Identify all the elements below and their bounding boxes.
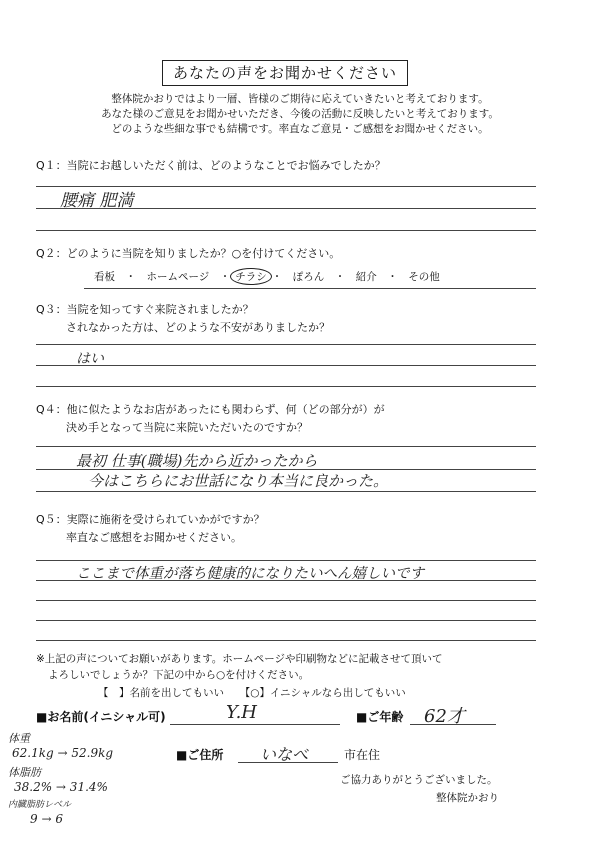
q2-option-selected: チラシ bbox=[230, 268, 272, 285]
q5-rule-1 bbox=[36, 560, 536, 561]
q4-rule-2 bbox=[36, 469, 536, 470]
visceral-value: 9 → 6 bbox=[30, 812, 63, 826]
q2-options: 看板 ・ ホームページ ・ チラシ ・ ぽろん ・ 紹介 ・ その他 bbox=[94, 268, 440, 285]
q4-rule-3 bbox=[36, 491, 536, 492]
q5-rule-5 bbox=[36, 640, 536, 641]
q2-rule bbox=[84, 288, 536, 289]
visceral-label: 内臓脂肪レベル bbox=[8, 800, 72, 810]
q1-question: Q１：当院にお越しいただく前は、どのようなことでお悩みでしたか？ bbox=[36, 159, 386, 172]
q1-answer: 腰痛 肥満 bbox=[60, 191, 134, 211]
permission-options bbox=[98, 686, 406, 701]
q3-question-1: Q３：当院を知ってすぐ来院されましたか？ bbox=[36, 303, 254, 316]
address-rule bbox=[238, 762, 338, 763]
name-value: Y.H bbox=[226, 702, 257, 723]
weight-label: 体重 bbox=[8, 732, 30, 745]
q3-rule-1 bbox=[36, 344, 536, 345]
option-full-name-label: 名前を出してもいい bbox=[129, 687, 224, 699]
thanks-text: ご協力ありがとうございました。 bbox=[340, 774, 498, 786]
q1-rule-2 bbox=[36, 208, 536, 209]
address-label: ■ご住所 bbox=[176, 748, 224, 762]
permission-line-1: ※上記の声についてお願いがあります。ホームページや印刷物などに記載させて頂いて bbox=[36, 653, 443, 665]
q3-question-2: されなかった方は、どのような不安がありましたか？ bbox=[66, 321, 330, 334]
age-value: 62才 bbox=[424, 706, 465, 727]
address-suffix: 市在住 bbox=[344, 748, 381, 762]
q3-answer: はい bbox=[76, 351, 104, 367]
q4-answer-2: 今はこちらにお世話になり本当に良かった。 bbox=[88, 472, 389, 490]
fat-label: 体脂肪 bbox=[8, 766, 41, 779]
weight-value: 62.1kg → 52.9kg bbox=[12, 746, 114, 760]
option-full-name-mark: 【 】 bbox=[98, 687, 130, 699]
age-label: ■ご年齢 bbox=[356, 710, 404, 724]
q5-question-2: 率直なご感想をお聞かせください。 bbox=[66, 531, 242, 544]
age-rule bbox=[410, 724, 496, 725]
address-value: いなべ bbox=[260, 745, 309, 764]
q3-rule-2 bbox=[36, 365, 536, 366]
fat-value: 38.2% → 31.4% bbox=[14, 780, 108, 794]
permission-line-2: よろしいでしょうか？下記の中から○を付けください。 bbox=[48, 669, 310, 681]
q4-question-1: Q４：他に似たようなお店があったにも関わらず、何（どの部分が）が bbox=[36, 403, 385, 416]
q4-answer-1: 最初 仕事(職場)先から近かったから bbox=[76, 452, 318, 470]
q2-option: その他 bbox=[408, 271, 440, 283]
intro-line-3: どのような些細な事でも結構です。率直なご意見・ご感想をお聞かせください。 bbox=[111, 123, 489, 135]
q3-rule-3 bbox=[36, 386, 536, 387]
clinic-name: 整体院かおり bbox=[436, 792, 499, 804]
q5-rule-3 bbox=[36, 600, 536, 601]
q1-rule-3 bbox=[36, 230, 536, 231]
q5-rule-2 bbox=[36, 580, 536, 581]
q4-rule-1 bbox=[36, 446, 536, 447]
survey-title: あなたの声をお聞かせください bbox=[162, 60, 408, 86]
q2-question: Q２：どのように当院を知りましたか？○を付けてください。 bbox=[36, 247, 341, 260]
intro-line-1: 整体院かおりではより一層、皆様のご期待に応えていきたいと考えております。 bbox=[111, 93, 489, 105]
q4-question-2: 決め手となって当院に来院いただいたのですか？ bbox=[66, 421, 308, 434]
option-initial-mark: 【○】 bbox=[245, 687, 270, 699]
option-initial-label: イニシャルなら出してもいい bbox=[269, 687, 406, 699]
name-label: ■お名前(イニシャル可) bbox=[36, 710, 166, 724]
q5-rule-4 bbox=[36, 620, 536, 621]
q2-option: 紹介 bbox=[355, 271, 377, 283]
name-rule bbox=[170, 724, 340, 725]
q2-option: ぽろん bbox=[292, 271, 325, 283]
q2-option: 看板 bbox=[94, 271, 115, 283]
q1-rule-1 bbox=[36, 186, 536, 187]
intro-line-2: あなた様のご意見をお聞かせいただき、今後の活動に反映したいと考えております。 bbox=[101, 108, 499, 120]
q2-option: ホームページ bbox=[146, 271, 210, 283]
q5-question-1: Q５：実際に施術を受けられていかがですか？ bbox=[36, 513, 265, 526]
q5-answer: ここまで体重が落ち健康的になりたいへん嬉しいです bbox=[76, 566, 424, 582]
